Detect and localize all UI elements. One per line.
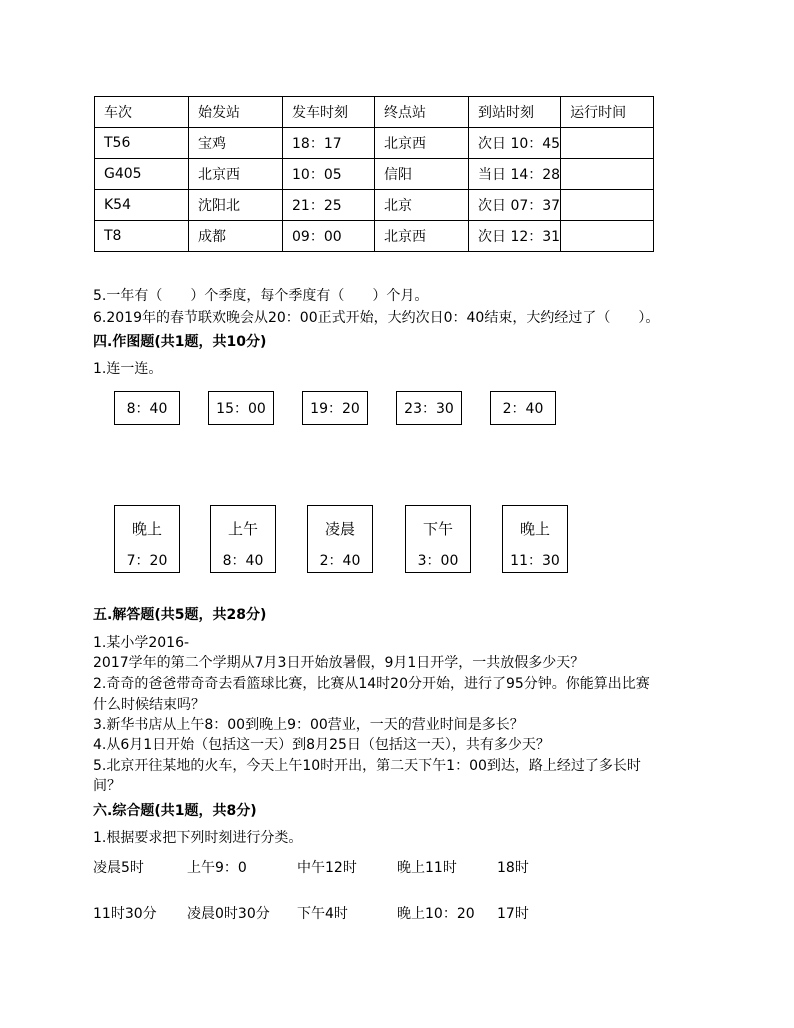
time-period-box <box>114 505 180 573</box>
section-5-line: 什么时候结束吗？ <box>93 697 205 713</box>
section-5-line: 2.奇奇的爸爸带奇奇去看篮球比赛，比赛从14时20分开始，进行了95分钟。你能算出比赛 <box>93 676 650 692</box>
table-cell <box>561 190 654 221</box>
table-cell: 次日 10：45 <box>469 128 561 159</box>
question-5: 5.一年有（ ）个季度，每个季度有（ ）个月。 <box>93 288 429 304</box>
question-6: 6.2019年的春节联欢晚会从20：00正式开始，大约次日0：40结束，大约经过了（ ）。 <box>93 310 660 326</box>
period-time: 7：20 <box>126 553 168 569</box>
clock-time-box: 2：40 <box>490 391 556 425</box>
table-cell: 09：00 <box>283 221 375 252</box>
table-header-cell: 发车时刻 <box>283 97 375 128</box>
table-row <box>95 221 654 252</box>
time-period-box <box>210 505 276 573</box>
table-cell <box>561 128 654 159</box>
period-time: 3：00 <box>417 553 459 569</box>
table-header-row <box>95 97 654 128</box>
section-5-line: 3.新华书店从上午8：00到晚上9：00营业，一天的营业时间是多长？ <box>93 717 524 733</box>
train-timetable <box>94 96 654 252</box>
table-header-cell: 到站时刻 <box>469 97 561 128</box>
table-cell: 次日 07：37 <box>469 190 561 221</box>
period-label: 上午 <box>227 520 258 538</box>
table-cell: T8 <box>95 221 189 252</box>
section-5-line: 4.从6月1日开始（包括这一天）到8月25日（包括这一天），共有多少天？ <box>93 737 550 753</box>
classify-time: 11时30分 <box>93 906 157 922</box>
classify-time: 17时 <box>497 906 529 922</box>
table-cell: 北京西 <box>375 221 469 252</box>
period-time: 8：40 <box>222 553 264 569</box>
period-label: 凌晨 <box>324 520 355 538</box>
section-5-line: 2017学年的第二个学期从7月3日开始放暑假，9月1日开学，一共放假多少天？ <box>93 655 585 671</box>
classify-time: 晚上10：20 <box>397 906 475 922</box>
section-6-title: 六.综合题(共1题，共8分) <box>93 803 257 819</box>
table-cell: K54 <box>95 190 189 221</box>
table-cell: 信阳 <box>375 159 469 190</box>
time-period-box <box>502 505 568 573</box>
table-header-cell: 终点站 <box>375 97 469 128</box>
section-5-line: 间？ <box>93 778 121 794</box>
time-period-box <box>307 505 373 573</box>
section-6-question-1: 1.根据要求把下列时刻进行分类。 <box>93 830 303 846</box>
section-4-question-1: 1.连一连。 <box>93 361 163 377</box>
period-time: 2：40 <box>319 553 361 569</box>
classify-time: 凌晨0时30分 <box>187 906 270 922</box>
section-5-line: 5.北京开往某地的火车，今天上午10时开出，第二天下午1：00到达，路上经过了多长时 <box>93 758 641 774</box>
table-header-cell: 车次 <box>95 97 189 128</box>
clock-time-box: 23：30 <box>396 391 462 425</box>
classify-time: 晚上11时 <box>397 860 457 876</box>
period-label: 下午 <box>422 520 453 538</box>
section-5-line: 1.某小学2016- <box>93 635 190 651</box>
table-cell: G405 <box>95 159 189 190</box>
section-5-title: 五.解答题(共5题，共28分) <box>93 607 267 623</box>
table-row <box>95 190 654 221</box>
table-cell <box>561 221 654 252</box>
classify-time: 18时 <box>497 860 529 876</box>
classify-time: 中午12时 <box>297 860 357 876</box>
table-row <box>95 159 654 190</box>
clock-time-box: 15：00 <box>208 391 274 425</box>
classify-time: 上午9：0 <box>187 860 247 876</box>
table-cell: 沈阳北 <box>189 190 283 221</box>
period-label: 晚上 <box>519 520 550 538</box>
period-label: 晚上 <box>131 520 162 538</box>
table-cell: 成都 <box>189 221 283 252</box>
table-cell: 次日 12：31 <box>469 221 561 252</box>
section-4-title: 四.作图题(共1题，共10分) <box>93 334 267 350</box>
period-time: 11：30 <box>510 553 560 569</box>
classify-time: 下午4时 <box>297 906 348 922</box>
table-cell: 宝鸡 <box>189 128 283 159</box>
table-cell: 北京西 <box>375 128 469 159</box>
table-cell: 18：17 <box>283 128 375 159</box>
table-cell: 21：25 <box>283 190 375 221</box>
table-cell: 10：05 <box>283 159 375 190</box>
time-period-box <box>405 505 471 573</box>
table-cell <box>561 159 654 190</box>
table-header-cell: 运行时间 <box>561 97 654 128</box>
clock-time-box: 8：40 <box>114 391 180 425</box>
clock-time-box: 19：20 <box>302 391 368 425</box>
table-header-cell: 始发站 <box>189 97 283 128</box>
table-cell: 当日 14：28 <box>469 159 561 190</box>
table-cell: 北京西 <box>189 159 283 190</box>
table-cell: T56 <box>95 128 189 159</box>
classify-time: 凌晨5时 <box>93 860 144 876</box>
table-cell: 北京 <box>375 190 469 221</box>
table-row <box>95 128 654 159</box>
